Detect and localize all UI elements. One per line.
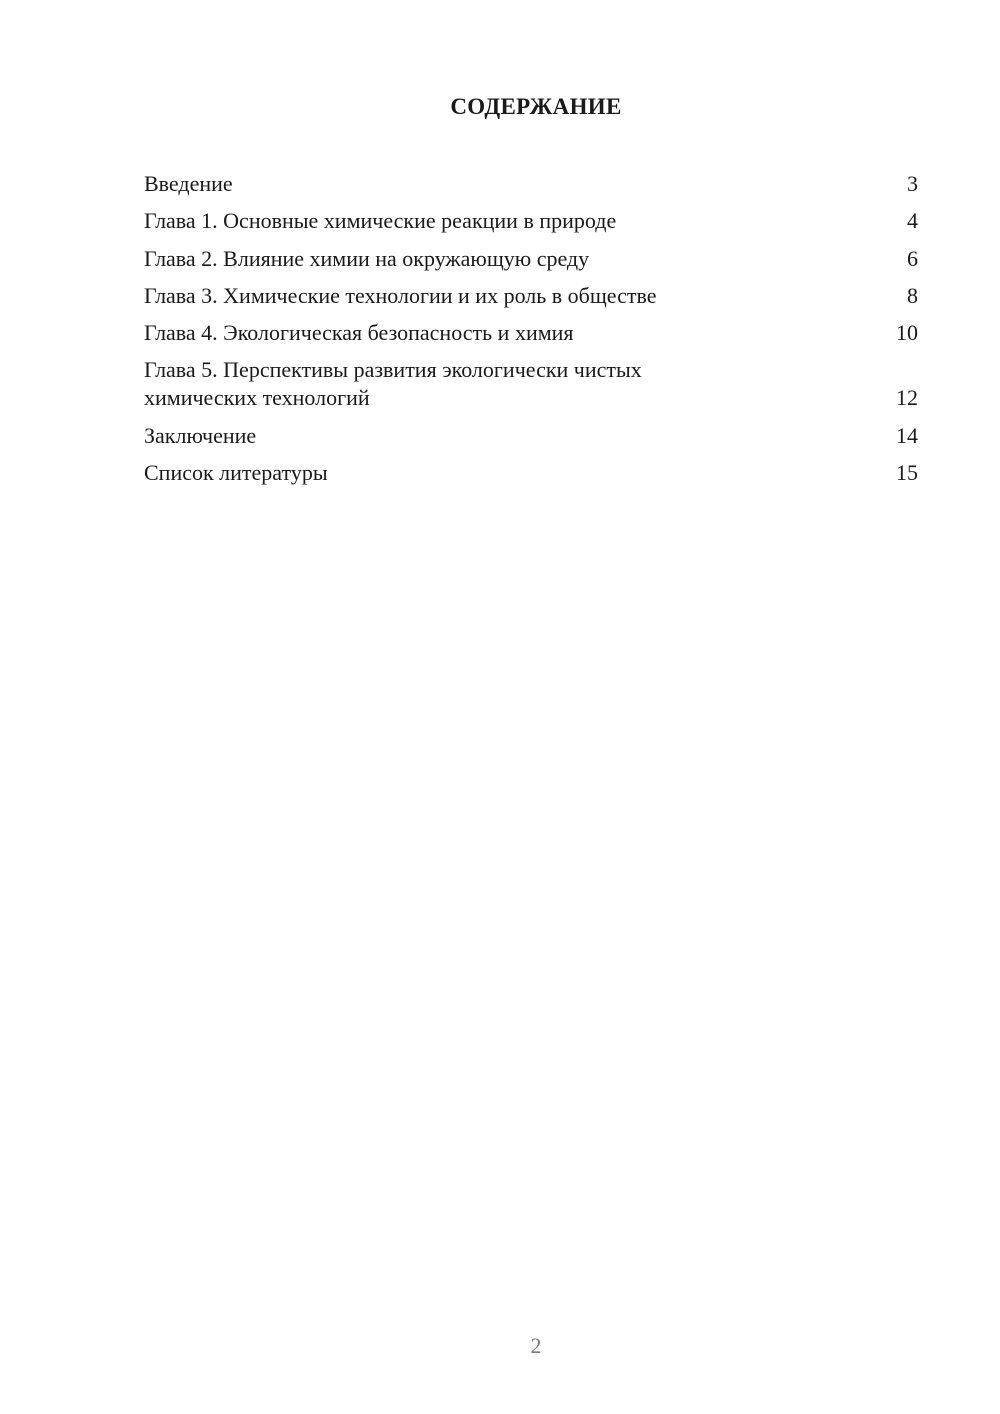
toc-entry [144,245,918,273]
toc-entry-page: 8 [907,282,918,308]
toc-entry [144,319,918,347]
toc-entry-page: 6 [907,245,918,271]
toc-entry-page: 14 [896,422,918,448]
toc-entry-text: Глава 3. Химические технологии и их роль в обществе [144,282,657,308]
toc-entry-page: 3 [907,171,918,196]
page-number: 2 [530,1333,542,1358]
toc-entry [144,207,918,235]
toc-entry-text: Глава 1. Основные химические реакции в природе [144,208,617,234]
toc-title: СОДЕРЖАНИЕ [450,94,622,119]
toc-entry-page: 4 [907,208,918,234]
toc-entry-text: Глава 2. Влияние химии на окружающую среду [144,245,590,271]
toc-entry [144,282,918,310]
toc-entry [144,422,918,450]
toc-entry-page: 10 [896,320,918,346]
toc-entry-page: 15 [896,460,918,486]
toc-entry-text: Введение [144,171,233,196]
toc-entry-text: Глава 4. Экологическая безопасность и химия [144,320,574,346]
toc-entry-text: Заключение [144,422,257,448]
table-of-contents [144,170,918,496]
toc-entry [144,356,918,412]
toc-entry-text: Список литературы [144,460,328,486]
toc-entry [144,170,918,198]
toc-entry [144,459,918,487]
toc-entry-text: Глава 5. Перспективы развития экологически чистых химических технологий [144,357,642,411]
toc-entry-page: 12 [896,385,918,411]
